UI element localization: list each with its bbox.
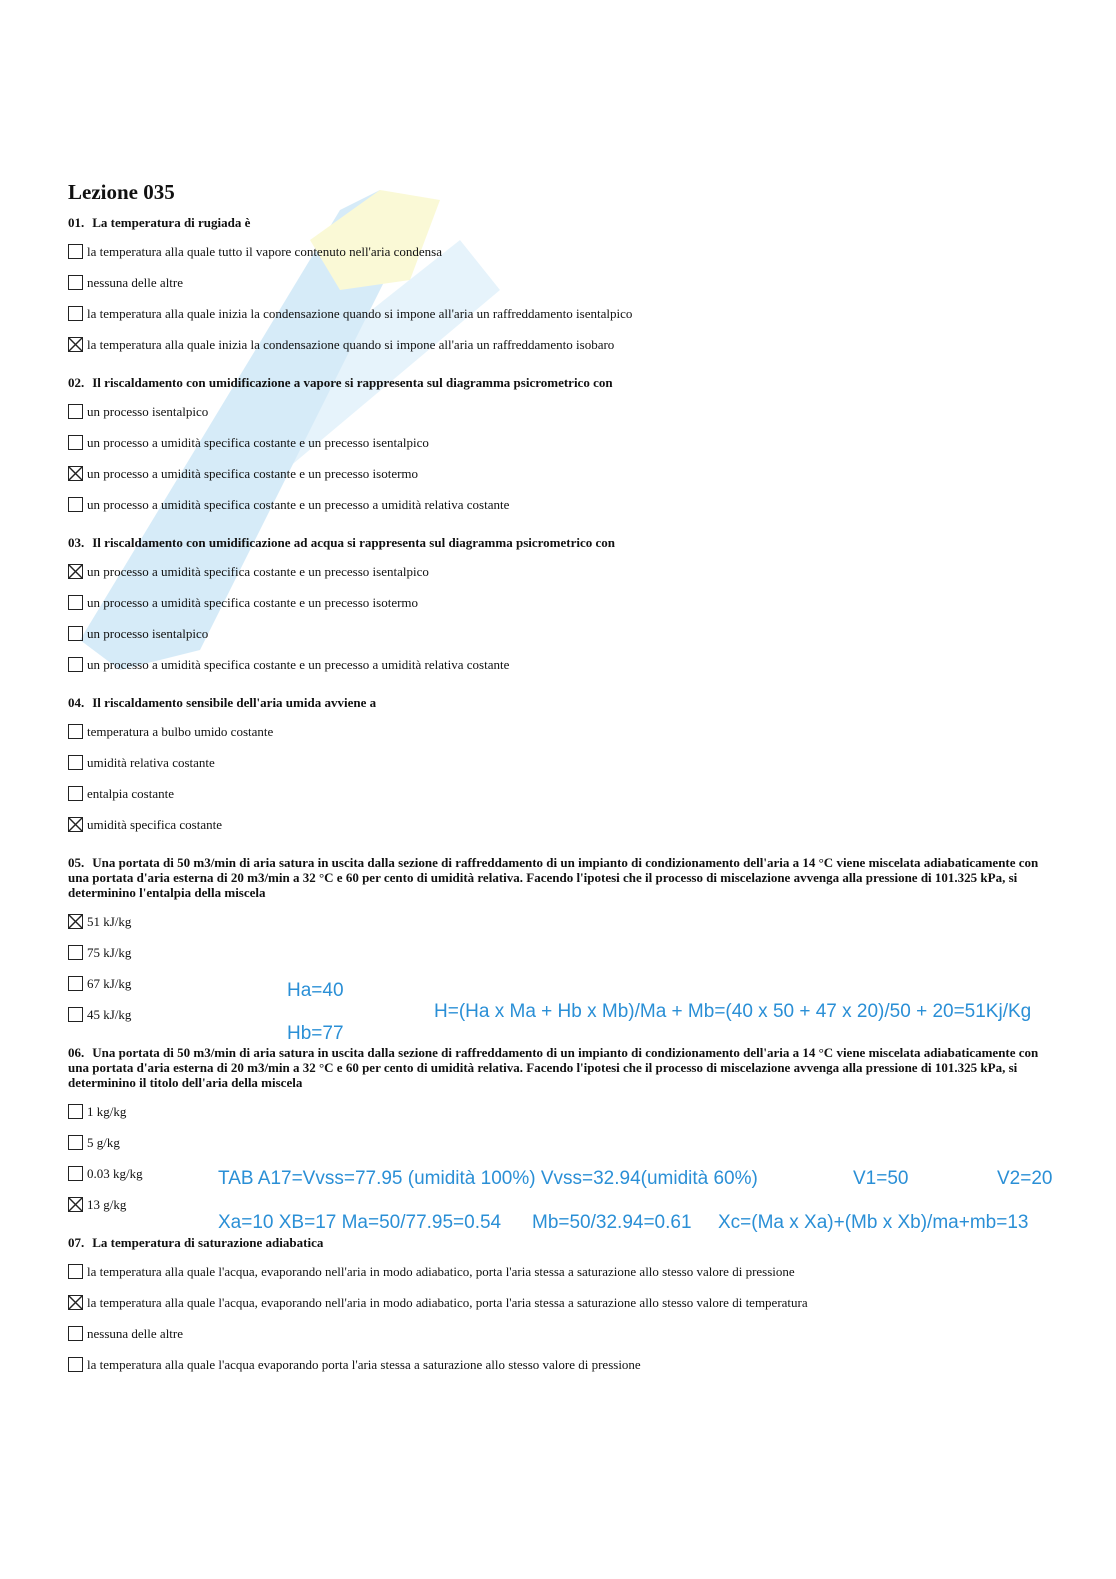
document-page	[68, 180, 1058, 1380]
option-label: un processo a umidità specifica costante e un precesso isentalpico	[87, 563, 429, 579]
checkbox[interactable]	[68, 275, 83, 290]
checked-checkbox[interactable]	[68, 914, 83, 929]
note-q5-formula: H=(Ha x Ma + Hb x Mb)/Ma + Mb=(40 x 50 + 47 x 20)/50 + 20=51Kj/Kg	[434, 1001, 1032, 1022]
cross-mark-icon	[68, 817, 83, 832]
option-label: 13 g/kg	[87, 1196, 127, 1212]
option-label: la temperatura alla quale l'acqua, evaporando nell'aria in modo adiabatico, porta l'aria stessa a saturazione allo stesso valore di pressione	[87, 1263, 795, 1279]
question-text	[68, 1235, 1058, 1250]
checkbox[interactable]	[68, 976, 83, 991]
lesson-title: Lezione 035	[68, 180, 175, 204]
option-label: un processo isentalpico	[87, 625, 209, 641]
option-label: 0.03 kg/kg	[87, 1165, 143, 1181]
option-label: un processo a umidità specifica costante e un precesso isotermo	[87, 594, 419, 610]
answer-option[interactable]	[68, 1096, 1058, 1127]
question-text	[68, 695, 1058, 710]
answer-option[interactable]	[68, 716, 1058, 747]
question-7	[68, 1235, 1058, 1380]
answer-option[interactable]	[68, 618, 1058, 649]
checkbox[interactable]	[68, 1326, 83, 1341]
note-q6-xc: Xc=(Ma x Xa)+(Mb x Xb)/ma+mb=13	[718, 1212, 1029, 1233]
checkbox[interactable]	[68, 1357, 83, 1372]
option-label: temperatura a bulbo umido costante	[87, 723, 274, 739]
checkbox[interactable]	[68, 755, 83, 770]
question-prompt: Una portata di 50 m3/min di aria satura in uscita dalla sezione di raffreddamento di un impianto di condizionamento dell'aria a 14 °C viene miscelata adiabaticamente con una portata d'aria esterna di 20 m3/min a 32 °C e 60 per cento di umidità relativa. Facendo l'ipotesi che il processo di miscelazione avvenga alla pressione di 101.325 kPa, si determinino il titolo dell'aria della miscela	[68, 1045, 1039, 1090]
option-label: 51 kJ/kg	[87, 913, 132, 929]
question-1	[68, 215, 1058, 360]
answer-option[interactable]	[68, 1349, 1058, 1380]
checkbox[interactable]	[68, 626, 83, 641]
answer-option[interactable]	[68, 396, 1058, 427]
question-text	[68, 1045, 1058, 1090]
answer-option[interactable]	[68, 809, 1058, 840]
question-text	[68, 215, 1058, 230]
answer-option[interactable]	[68, 778, 1058, 809]
option-label: nessuna delle altre	[87, 274, 184, 290]
answer-option[interactable]	[68, 267, 1058, 298]
cross-mark-icon	[68, 337, 83, 352]
checkbox[interactable]	[68, 1135, 83, 1150]
option-label: entalpia costante	[87, 785, 174, 801]
answer-option[interactable]	[68, 1287, 1058, 1318]
question-prompt: Il riscaldamento con umidificazione a vapore si rappresenta sul diagramma psicrometrico con	[92, 375, 613, 390]
note-q6-mb: Mb=50/32.94=0.61	[532, 1212, 692, 1233]
question-3	[68, 535, 1058, 680]
note-q6-v1: V1=50	[853, 1168, 909, 1189]
question-prompt: Una portata di 50 m3/min di aria satura in uscita dalla sezione di raffreddamento di un impianto di condizionamento dell'aria a 14 °C viene miscelata adiabaticamente con una portata d'aria esterna di 20 m3/min a 32 °C e 60 per cento di umidità relativa. Facendo l'ipotesi che il processo di miscelazione avvenga alla pressione di 101.325 kPa, si determinino l'entalpia della miscela	[68, 855, 1039, 900]
option-label: la temperatura alla quale tutto il vapore contenuto nell'aria condensa	[87, 243, 442, 259]
checked-checkbox[interactable]	[68, 1197, 83, 1212]
answer-option[interactable]	[68, 298, 1058, 329]
option-label: 75 kJ/kg	[87, 944, 132, 960]
checkbox[interactable]	[68, 404, 83, 419]
note-q6-xa: Xa=10 XB=17 Ma=50/77.95=0.54	[218, 1212, 502, 1233]
checked-checkbox[interactable]	[68, 1295, 83, 1310]
answer-option[interactable]	[68, 556, 1058, 587]
answer-option[interactable]	[68, 489, 1058, 520]
note-q5-ha: Ha=40	[287, 980, 344, 1001]
question-text	[68, 855, 1058, 900]
answer-option[interactable]	[68, 587, 1058, 618]
answer-option[interactable]	[68, 329, 1058, 360]
note-q5-hb: Hb=77	[287, 1023, 344, 1044]
question-list	[68, 215, 1058, 1380]
checked-checkbox[interactable]	[68, 564, 83, 579]
question-text	[68, 535, 1058, 550]
question-prompt: La temperatura di rugiada è	[92, 215, 251, 230]
question-number: 06.	[68, 1045, 85, 1060]
checkbox[interactable]	[68, 595, 83, 610]
option-label: umidità specifica costante	[87, 816, 223, 832]
answer-option[interactable]	[68, 937, 1058, 968]
checked-checkbox[interactable]	[68, 337, 83, 352]
answer-option[interactable]	[68, 1318, 1058, 1349]
question-4	[68, 695, 1058, 840]
checkbox[interactable]	[68, 244, 83, 259]
note-q6-tab: TAB A17=Vvss=77.95 (umidità 100%) Vvss=32.94(umidità 60%)	[218, 1168, 758, 1189]
answer-option[interactable]	[68, 649, 1058, 680]
checkbox[interactable]	[68, 306, 83, 321]
checked-checkbox[interactable]	[68, 466, 83, 481]
question-prompt: Il riscaldamento con umidificazione ad acqua si rappresenta sul diagramma psicrometrico con	[92, 535, 615, 550]
checkbox[interactable]	[68, 945, 83, 960]
checked-checkbox[interactable]	[68, 817, 83, 832]
answer-option[interactable]	[68, 427, 1058, 458]
option-label: la temperatura alla quale l'acqua, evaporando nell'aria in modo adiabatico, porta l'aria stessa a saturazione allo stesso valore di temperatura	[87, 1294, 808, 1310]
checkbox[interactable]	[68, 724, 83, 739]
question-prompt: La temperatura di saturazione adiabatica	[92, 1235, 324, 1250]
checkbox[interactable]	[68, 1104, 83, 1119]
checkbox[interactable]	[68, 1264, 83, 1279]
checkbox[interactable]	[68, 1166, 83, 1181]
checkbox[interactable]	[68, 786, 83, 801]
option-label: un processo a umidità specifica costante e un precesso isotermo	[87, 465, 419, 481]
option-label: nessuna delle altre	[87, 1325, 184, 1341]
option-label: la temperatura alla quale l'acqua evaporando porta l'aria stessa a saturazione allo stesso valore di pressione	[87, 1356, 641, 1372]
cross-mark-icon	[68, 1295, 83, 1310]
question-2	[68, 375, 1058, 520]
note-q6-v2: V2=20	[997, 1168, 1053, 1189]
option-label: un processo isentalpico	[87, 403, 209, 419]
question-text	[68, 375, 1058, 390]
option-label: un processo a umidità specifica costante e un precesso a umidità relativa costante	[87, 656, 510, 672]
option-label: 67 kJ/kg	[87, 975, 132, 991]
question-number: 02.	[68, 375, 85, 390]
question-number: 01.	[68, 215, 85, 230]
question-number: 03.	[68, 535, 85, 550]
question-6	[68, 1045, 1058, 1220]
answer-option[interactable]	[68, 906, 1058, 937]
cross-mark-icon	[68, 914, 83, 929]
answer-option[interactable]	[68, 236, 1058, 267]
answer-option[interactable]	[68, 458, 1058, 489]
question-number: 04.	[68, 695, 85, 710]
answer-option[interactable]	[68, 968, 1058, 999]
checkbox[interactable]	[68, 497, 83, 512]
option-label: 5 g/kg	[87, 1134, 120, 1150]
answer-option[interactable]	[68, 1256, 1058, 1287]
cross-mark-icon	[68, 564, 83, 579]
checkbox[interactable]	[68, 435, 83, 450]
question-number: 05.	[68, 855, 85, 870]
option-label: la temperatura alla quale inizia la condensazione quando si impone all'aria un raffreddamento isentalpico	[87, 305, 633, 321]
option-label: umidità relativa costante	[87, 754, 215, 770]
option-label: 45 kJ/kg	[87, 1006, 132, 1022]
checkbox[interactable]	[68, 657, 83, 672]
question-prompt: Il riscaldamento sensibile dell'aria umida avviene a	[92, 695, 377, 710]
cross-mark-icon	[68, 466, 83, 481]
option-label: 1 kg/kg	[87, 1103, 127, 1119]
cross-mark-icon	[68, 1197, 83, 1212]
checkbox[interactable]	[68, 1007, 83, 1022]
option-label: un processo a umidità specifica costante e un precesso isentalpico	[87, 434, 429, 450]
answer-option[interactable]	[68, 1127, 1058, 1158]
question-number: 07.	[68, 1235, 85, 1250]
option-label: la temperatura alla quale inizia la condensazione quando si impone all'aria un raffreddamento isobaro	[87, 336, 615, 352]
answer-option[interactable]	[68, 747, 1058, 778]
option-label: un processo a umidità specifica costante e un precesso a umidità relativa costante	[87, 496, 510, 512]
